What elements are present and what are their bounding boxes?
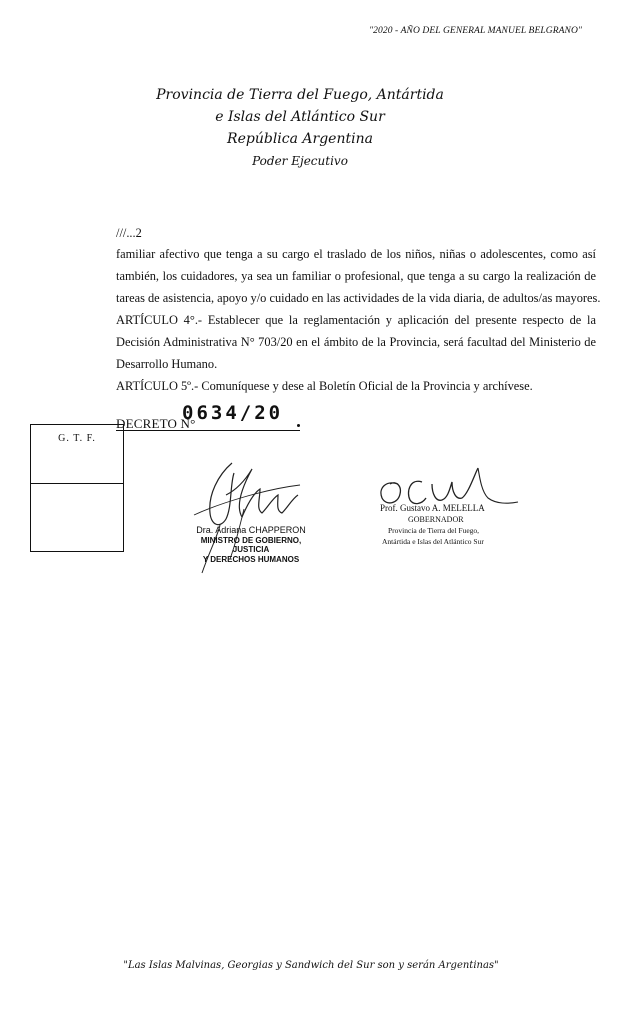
- article-4-line: Decisión Administrativa N° 703/20 en el ámbito de la Provincia, será facultad del Ministerio de: [116, 335, 596, 349]
- letterhead: [120, 84, 480, 172]
- body-line: familiar afectivo que tenga a su cargo el traslado de los niños, niñas o adolescentes, como así: [116, 247, 596, 261]
- letterhead-branch: Poder Ejecutivo: [252, 154, 348, 168]
- signer-left-title: MINISTRO DE GOBIERNO, JUSTICIA: [200, 535, 302, 554]
- signer-right-title: GOBERNADOR: [408, 515, 464, 524]
- decreto-label: DECRETO N°: [116, 416, 196, 431]
- decreto-number: 0634/20: [182, 402, 284, 424]
- page-reference: ///...2: [116, 226, 142, 240]
- signer-right-name: Prof. Gustavo A. MELELLA: [380, 503, 485, 513]
- article-5-line: ARTÍCULO 5º.- Comuníquese y dese al Boletín Oficial de la Provincia y archívese.: [116, 379, 533, 393]
- signer-right-province-cont: Antártida e Islas del Atlántico Sur: [382, 537, 484, 546]
- letterhead-islands: e Islas del Atlántico Sur: [215, 109, 385, 125]
- body-line: tareas de asistencia, apoyo y/o cuidado en las actividades de la vida diaria, de adultos/as mayores.: [116, 291, 601, 305]
- signature-chapperon: [180, 455, 320, 585]
- letterhead-province: Provincia de Tierra del Fuego, Antártida: [156, 87, 444, 103]
- header-motto: "2020 - AÑO DEL GENERAL MANUEL BELGRANO": [369, 26, 582, 36]
- footer-motto: "Las Islas Malvinas, Georgias y Sandwich del Sur son y serán Argentinas": [123, 960, 499, 971]
- gtf-divider: [31, 483, 123, 484]
- gtf-box: [30, 424, 124, 552]
- signer-left-title-cont: Y DERECHOS HUMANOS: [202, 554, 300, 564]
- signer-right-province: Provincia de Tierra del Fuego,: [388, 526, 480, 535]
- decreto-underline: [116, 430, 300, 431]
- letterhead-country: República Argentina: [227, 131, 373, 147]
- gtf-label: G. T. F.: [58, 433, 96, 444]
- signature-right-stamp: [374, 503, 534, 547]
- signature-left-stamp: [186, 526, 316, 564]
- body-line: también, los cuidadores, ya sea un familiar o profesional, que tenga a su cargo la realización de: [116, 269, 596, 283]
- signer-left-name: Dra. Adriana CHAPPERON: [196, 525, 306, 535]
- decreto-dot: [297, 424, 300, 427]
- article-4-line: Desarrollo Humano.: [116, 357, 218, 371]
- article-4-line: ARTÍCULO 4°.- Establecer que la reglamentación y aplicación del presente respecto de la: [116, 313, 596, 327]
